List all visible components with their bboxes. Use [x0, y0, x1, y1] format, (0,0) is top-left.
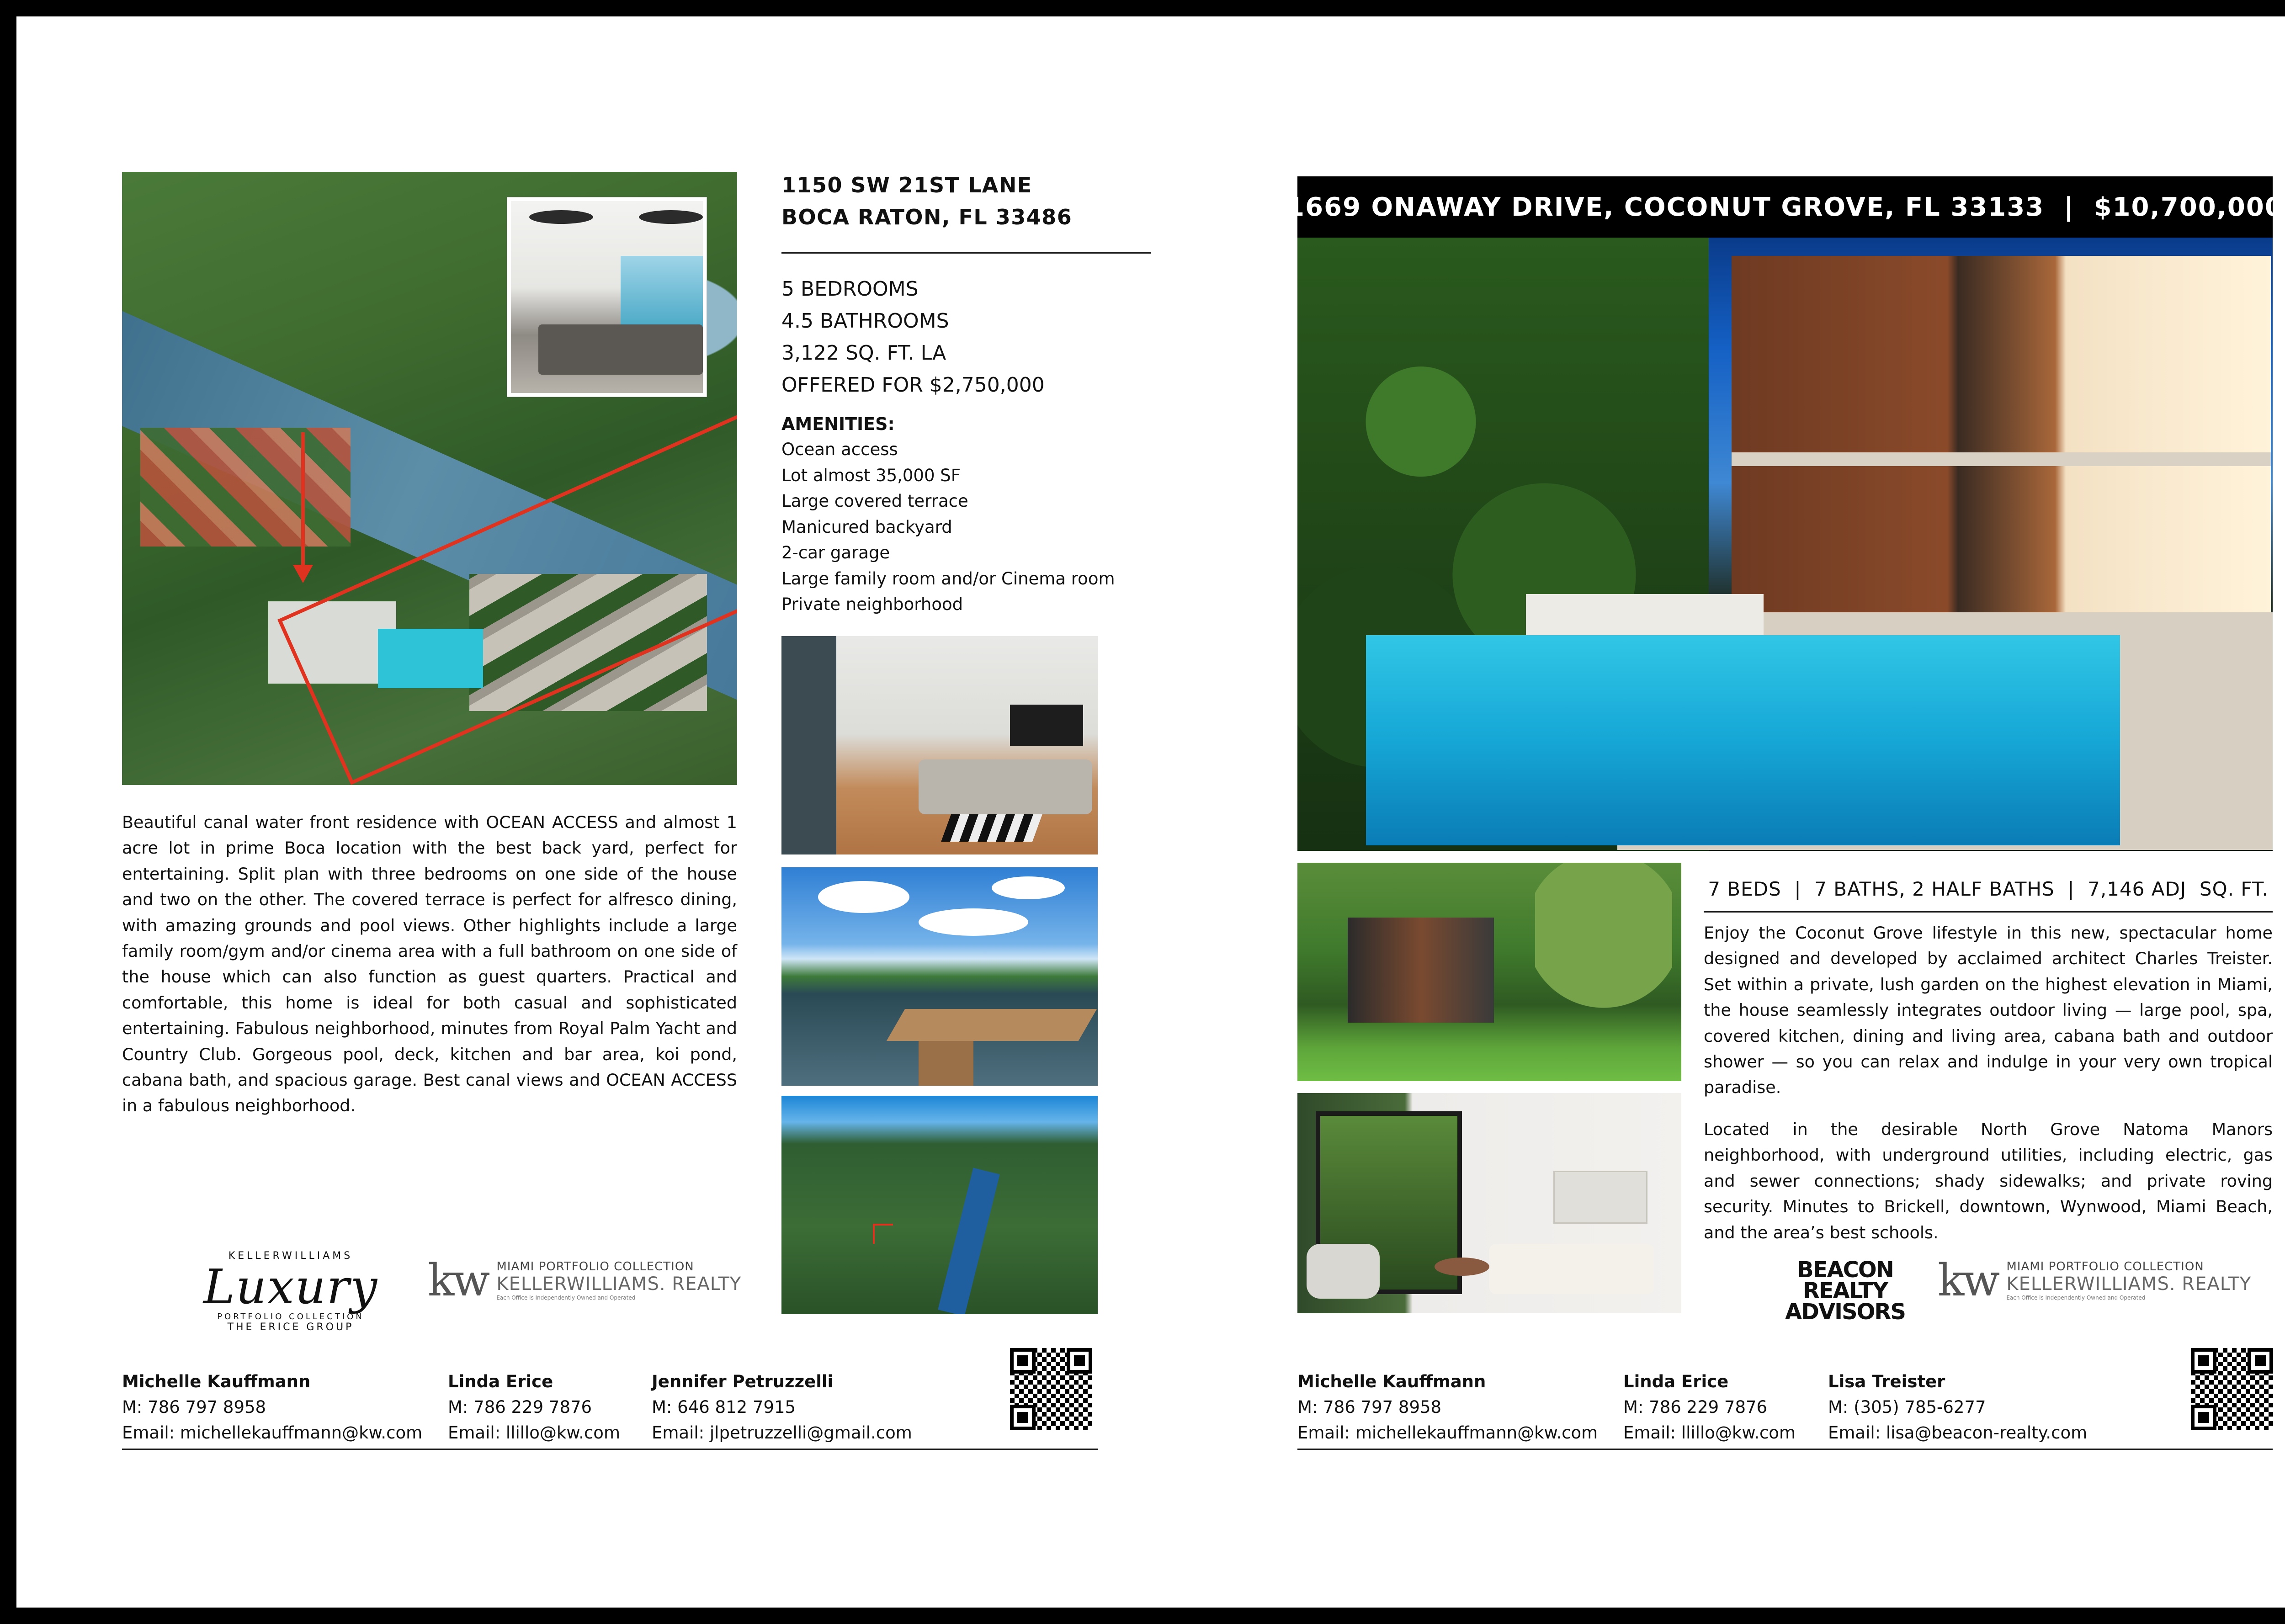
contact-name: Michelle Kauffmann [1297, 1372, 1486, 1391]
amenity-item: Manicured backyard [781, 517, 952, 537]
right-description-p2: Located in the desirable North Grove Natoma Manors neighborhood, with underground utilities, including electric, gas and sewer connections; shady sidewalks; and private roving security. Minutes to Brickell, downtown, Wynwood, Miami Beach, and the area’s best schools. [1704, 1120, 2273, 1242]
contact-card [1828, 1369, 2087, 1446]
spec-bedrooms: 5 BEDROOMS [781, 277, 919, 301]
garden-exterior-photo [1297, 863, 1681, 1081]
aerial-canal-photo [781, 1096, 1098, 1314]
contact-name: Linda Erice [1623, 1372, 1729, 1391]
spec-sqft: 3,122 SQ. FT. LA [781, 341, 946, 365]
contact-card [1297, 1369, 1598, 1446]
right-address-price-banner [1286, 176, 2284, 238]
contact-name: Michelle Kauffmann [122, 1372, 311, 1391]
right-footer-rule [1297, 1449, 2273, 1450]
contact-email[interactable]: Email: lisa@beacon-realty.com [1828, 1423, 2088, 1443]
family-room-photo [781, 636, 1098, 854]
pool-house-exterior-photo [1297, 238, 2273, 851]
amenity-item: Large covered terrace [781, 491, 968, 511]
amenity-item: Private neighborhood [781, 594, 963, 614]
right-specs: 7 BEDS | 7 BATHS, 2 HALF BATHS | 7,146 ADJ SQ. FT. [1708, 878, 2269, 900]
kw-mark: kw [1938, 1255, 1998, 1306]
left-address [781, 169, 1072, 233]
contact-card [1623, 1369, 1796, 1446]
specs-divider [1704, 911, 2273, 913]
contact-phone: M: 646 812 7915 [652, 1397, 796, 1417]
contact-email[interactable]: Email: michellekauffmann@kw.com [1297, 1423, 1598, 1443]
amenity-item: Ocean access [781, 440, 898, 459]
left-footer-rule [122, 1449, 1098, 1450]
spec-bathrooms: 4.5 BATHROOMS [781, 309, 949, 333]
dock-waterfront-photo [781, 867, 1098, 1086]
right-description-p1: Enjoy the Coconut Grove lifestyle in this new, spectacular home designed and developed by acclaimed architect Charles Treister. Set within a private, lush garden on the highest elevation in Miami, the house seamlessly integrates outdoor living — large pool, spa, covered kitchen, dining and living area, cabana bath and outdoor shower — so you can relax and indulge in your very own tropical paradise. [1704, 923, 2273, 1098]
qr-code-icon[interactable] [1010, 1348, 1092, 1430]
address-line-2: BOCA RATON, FL 33486 [781, 205, 1073, 229]
property-arrow [301, 432, 305, 569]
contact-phone: M: 786 797 8958 [1297, 1397, 1442, 1417]
covered-terrace-inset-photo [507, 197, 707, 397]
contact-card [448, 1369, 620, 1446]
brochure-spread [16, 16, 2285, 1608]
contact-phone: M: 786 229 7876 [448, 1397, 592, 1417]
kw-luxury-logo: KELLERWILLIAMS Luxury PORTFOLIO COLLECTION THE ERICE GROUP [203, 1250, 378, 1333]
contact-phone: M: (305) 785-6277 [1828, 1397, 1986, 1417]
contact-name: Jennifer Petruzzelli [652, 1372, 834, 1391]
kw-miami-logo-right: kw MIAMI PORTFOLIO COLLECTION KELLERWILLIAMS. REALTY Each Office is Independently Owned and Operated [1938, 1255, 2252, 1306]
left-description: Beautiful canal water front residence with OCEAN ACCESS and almost 1 acre lot in prime Boca location with the best back yard, perfect for entertaining. Split plan with three bedrooms on one side of the house and two on the other. The covered terrace is perfect for alfresco dining, with amazing grounds and pool views. Other highlights include a large family room/gym and/or cinema area with a full bathroom on one side of the house which can also function as guest quarters. Practical and comfortable, this home is ideal for both casual and sophisticated entertaining. Fabulous neighborhood, minutes from Royal Palm Yacht and Country Club. Gorgeous pool, deck, kitchen and bar area, koi pond, cabana bath, and spacious garage. Best canal views and OCEAN ACCESS in a fabulous neighborhood. [122, 812, 737, 1116]
contact-name: Lisa Treister [1828, 1372, 1945, 1391]
spec-price: OFFERED FOR $2,750,000 [781, 373, 1045, 397]
address-line-1: 1150 SW 21ST LANE [781, 173, 1032, 197]
banner-text: 1669 ONAWAY DRIVE, COCONUT GROVE, FL 33133 | $10,700,000 [1286, 192, 2284, 222]
contact-card [652, 1369, 912, 1446]
contact-email[interactable]: Email: llillo@kw.com [1623, 1423, 1796, 1443]
kw-mark: kw [428, 1255, 489, 1306]
amenities-title: AMENITIES: [781, 414, 895, 434]
contact-email[interactable]: Email: llillo@kw.com [448, 1423, 620, 1443]
contact-name: Linda Erice [448, 1372, 553, 1391]
contact-phone: M: 786 797 8958 [122, 1397, 266, 1417]
qr-code-icon[interactable] [2191, 1348, 2273, 1430]
beacon-realty-advisors-logo: BEACON REALTY ADVISORS [1785, 1257, 1905, 1325]
amenity-item: Lot almost 35,000 SF [781, 465, 961, 485]
amenity-item: 2-car garage [781, 543, 890, 563]
kw-miami-logo-left: kw MIAMI PORTFOLIO COLLECTION KELLERWILLIAMS. REALTY Each Office is Independently Owned and Operated [428, 1255, 742, 1306]
living-room-photo [1297, 1093, 1681, 1313]
left-specs [781, 273, 1045, 401]
contact-email[interactable]: Email: michellekauffmann@kw.com [122, 1423, 423, 1443]
contact-card [122, 1369, 422, 1446]
address-divider [781, 252, 1151, 254]
contact-phone: M: 786 229 7876 [1623, 1397, 1768, 1417]
contact-email[interactable]: Email: jlpetruzzelli@gmail.com [652, 1423, 912, 1443]
amenities-block [781, 411, 1115, 618]
amenity-item: Large family room and/or Cinema room [781, 568, 1115, 589]
